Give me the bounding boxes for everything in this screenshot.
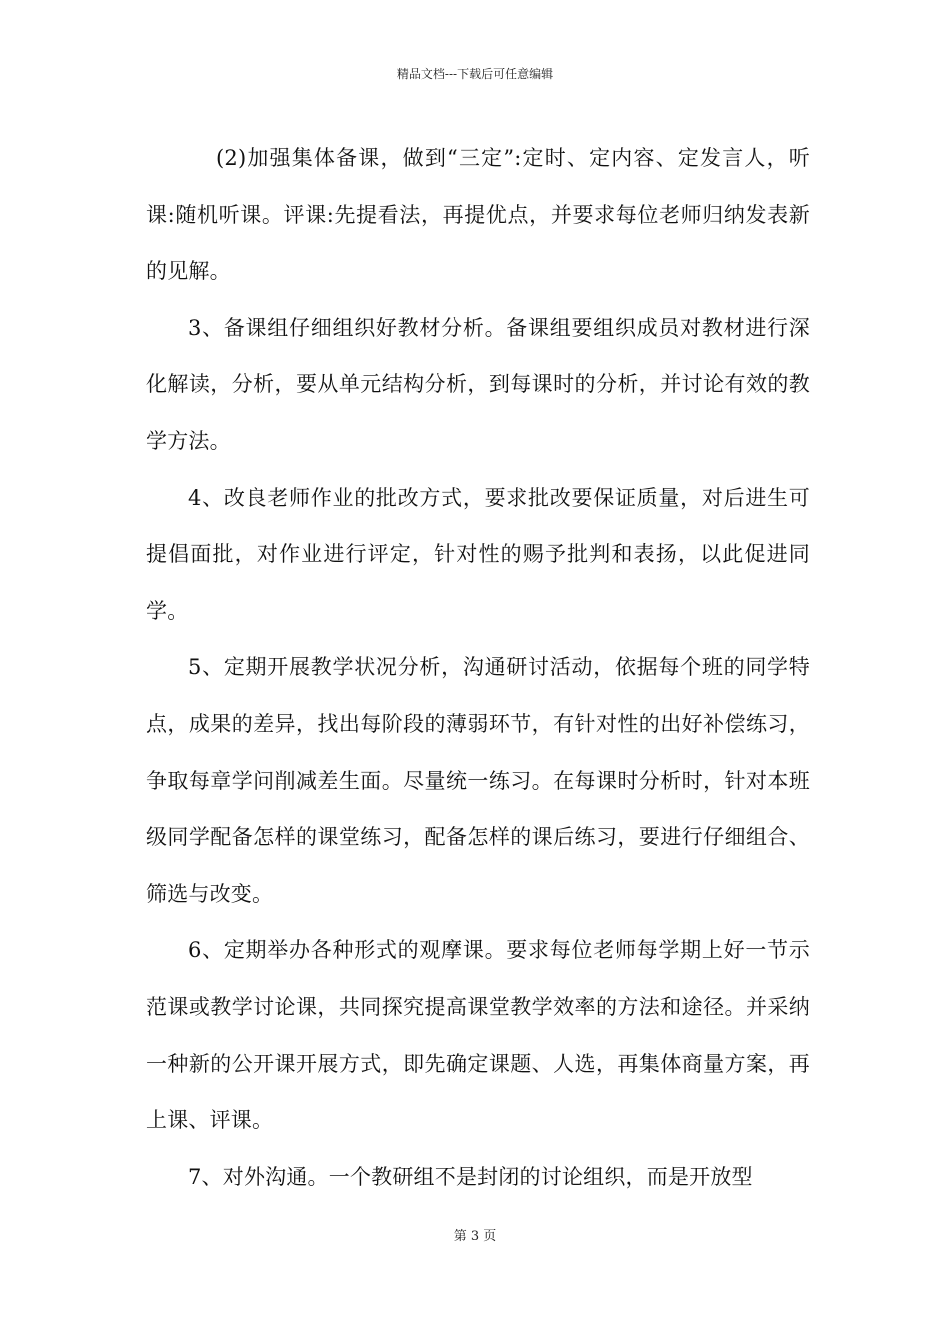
paragraph-homework-correction: 4、改良老师作业的批改方式，要求批改要保证质量，对后进生可提倡面批，对作业进行评定，针对性的赐予批判和表扬，以此促进同学。 xyxy=(146,485,810,623)
paragraph-collective-lesson-prep: (2)加强集体备课，做到“三定”:定时、定内容、定发言人，听课:随机听课。评课:先提看法，再提优点，并要求每位老师归纳发表新的见解。 xyxy=(146,146,810,284)
document-body xyxy=(146,130,810,1205)
paragraph-teaching-analysis: 5、定期开展教学状况分析，沟通研讨活动，依据每个班的同学特点，成果的差异，找出每阶段的薄弱环节，有针对性的出好补偿练习，争取每章学问削减差生面。尽量统一练习。在每课时分析时，针对本班级同学配备怎样的课堂练习，配备怎样的课后练习，要进行仔细组合、筛选与改变。 xyxy=(146,655,810,906)
paragraph-demonstration-lessons: 6、定期举办各种形式的观摩课。要求每位老师每学期上好一节示范课或教学讨论课，共同探究提高课堂教学效率的方法和途径。并采纳一种新的公开课开展方式，即先确定课题、人选，再集体商量方案，再上课、评课。 xyxy=(146,938,810,1133)
paragraph-textbook-analysis: 3、备课组仔细组织好教材分析。备课组要组织成员对教材进行深化解读，分析，要从单元结构分析，到每课时的分析，并讨论有效的教学方法。 xyxy=(146,315,810,453)
page-number: 第 3 页 xyxy=(453,1229,497,1244)
page-header: 精品文档---下载后可任意编辑 xyxy=(396,67,554,81)
paragraph-external-communication: 7、对外沟通。一个教研组不是封闭的讨论组织，而是开放型 xyxy=(188,1164,753,1189)
